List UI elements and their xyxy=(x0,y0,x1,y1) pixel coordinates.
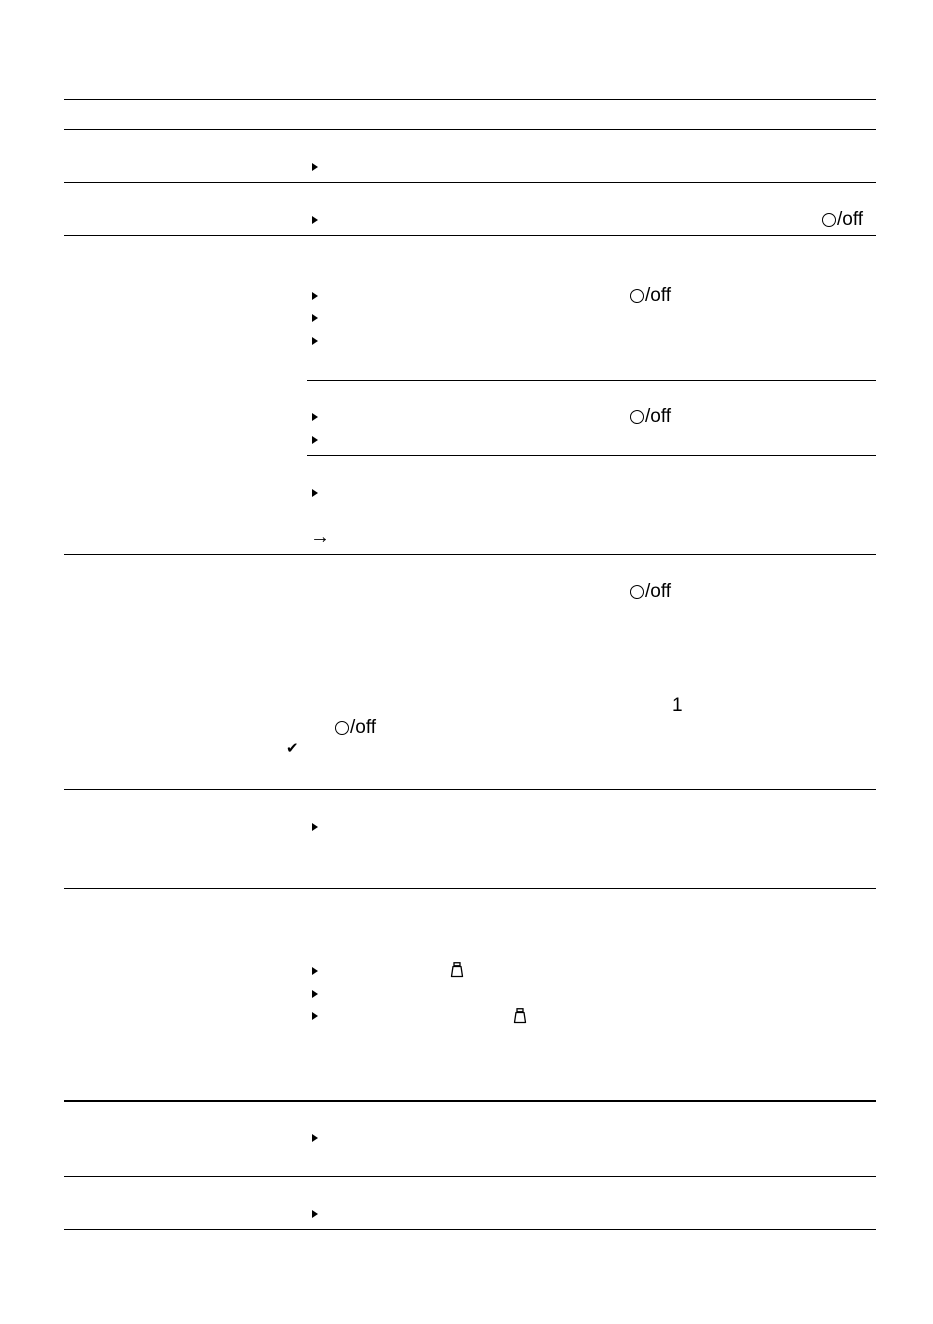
plug-icon xyxy=(513,1008,527,1024)
circle-icon xyxy=(335,721,349,735)
plug-icon xyxy=(450,962,464,978)
arrow-right-icon: → xyxy=(310,526,330,548)
off-symbol xyxy=(630,407,671,427)
bullet-icon xyxy=(312,337,318,345)
sub-row-divider xyxy=(307,455,876,456)
bullet-icon xyxy=(312,1210,318,1218)
sub-row-divider xyxy=(307,380,876,381)
bullet-icon xyxy=(312,1012,318,1020)
off-label: /off xyxy=(645,406,672,427)
bullet-icon xyxy=(312,216,318,224)
bullet-icon xyxy=(312,489,318,497)
off-symbol xyxy=(630,582,671,602)
off-label: /off xyxy=(837,209,864,230)
row-divider xyxy=(64,789,876,790)
bullet-icon xyxy=(312,990,318,998)
bullet-icon xyxy=(312,413,318,421)
bullet-icon xyxy=(312,436,318,444)
row-divider xyxy=(64,888,876,889)
circle-icon xyxy=(630,289,644,303)
off-label: /off xyxy=(645,581,672,602)
number-one: 1 xyxy=(672,695,683,716)
row-divider xyxy=(64,235,876,236)
off-symbol xyxy=(822,210,863,230)
table-top-rule xyxy=(64,99,876,100)
bullet-icon xyxy=(312,292,318,300)
bullet-icon xyxy=(312,314,318,322)
bullet-icon xyxy=(312,967,318,975)
off-label: /off xyxy=(645,285,672,306)
row-divider xyxy=(64,1100,876,1102)
circle-icon xyxy=(630,410,644,424)
circle-icon xyxy=(822,213,836,227)
row-divider xyxy=(64,129,876,130)
row-divider xyxy=(64,182,876,183)
check-icon: ✔ xyxy=(286,740,299,757)
off-symbol xyxy=(630,286,671,306)
table-bottom-rule xyxy=(64,1229,876,1230)
bullet-icon xyxy=(312,163,318,171)
off-symbol xyxy=(335,718,376,738)
row-divider xyxy=(64,1176,876,1177)
bullet-icon xyxy=(312,1134,318,1142)
bullet-icon xyxy=(312,823,318,831)
off-label: /off xyxy=(350,717,377,738)
circle-icon xyxy=(630,585,644,599)
row-divider xyxy=(64,554,876,555)
